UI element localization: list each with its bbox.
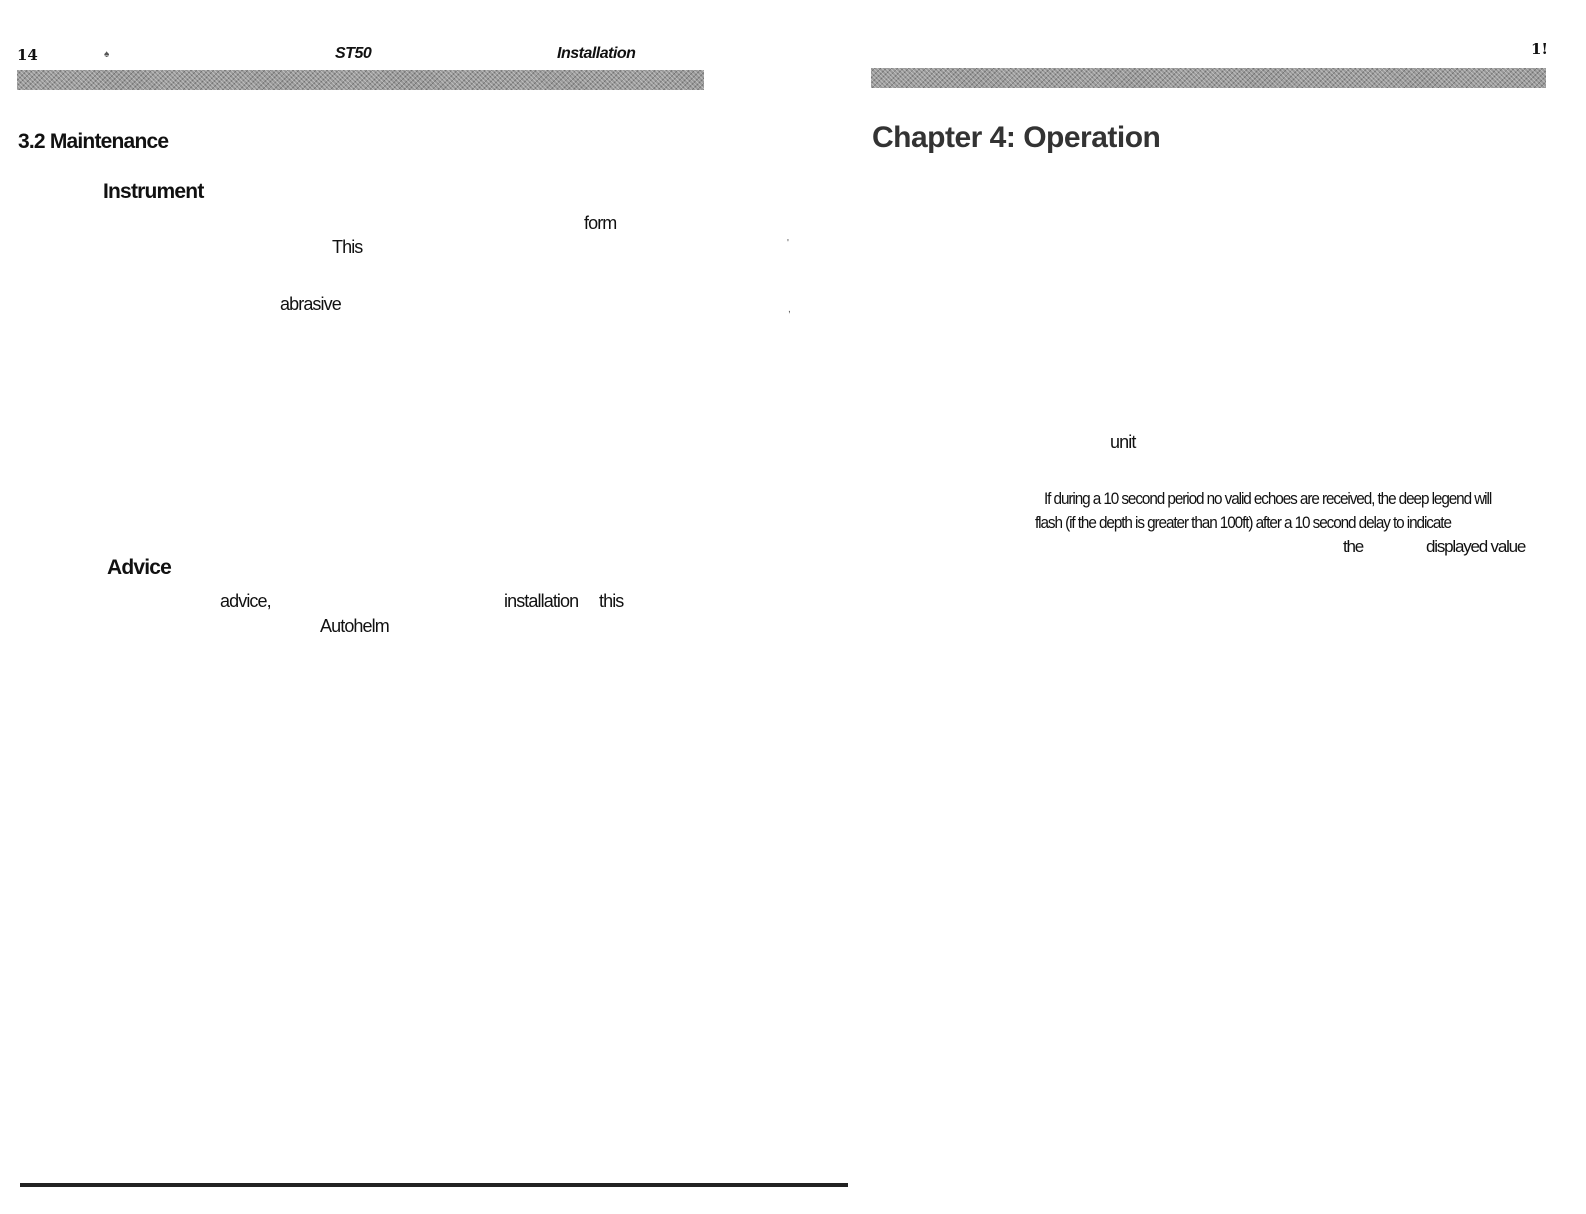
text-fragment-this-lower: this (599, 591, 624, 611)
text-fragment-installation: installation (504, 591, 579, 611)
scan-speck: ' (787, 238, 789, 249)
text-fragment-this: This (332, 237, 363, 257)
left-header-band (17, 70, 704, 90)
text-fragment-advice: advice, (220, 591, 271, 611)
text-fragment-form: form (584, 213, 617, 233)
text-fragment-abrasive: abrasive (280, 294, 341, 314)
chapter-heading: Chapter 4: Operation (872, 121, 1161, 154)
paragraph-displayed-value: displayed value (1426, 537, 1526, 556)
right-header-band (871, 68, 1546, 88)
paragraph-line-1: If during a 10 second period no valid echoes are received, the deep legend will (1044, 489, 1492, 508)
left-page-number: 14 (17, 46, 38, 64)
subheading-instrument: Instrument (103, 180, 204, 203)
scan-speck: ♠ (104, 49, 110, 60)
right-page-number: 1! (1531, 40, 1549, 58)
text-fragment-autohelm: Autohelm (320, 616, 389, 636)
header-section: Installation (557, 45, 636, 62)
scan-speck: , (788, 304, 791, 315)
paragraph-line-2: flash (if the depth is greater than 100ft) after a 10 second delay to indicate (1035, 513, 1451, 532)
subheading-advice: Advice (107, 556, 172, 579)
bottom-rule (20, 1183, 848, 1187)
text-fragment-unit: unit (1110, 432, 1136, 452)
header-title: ST50 (335, 45, 372, 62)
paragraph-word-the: the (1343, 537, 1364, 556)
section-heading: 3.2 Maintenance (18, 130, 169, 153)
